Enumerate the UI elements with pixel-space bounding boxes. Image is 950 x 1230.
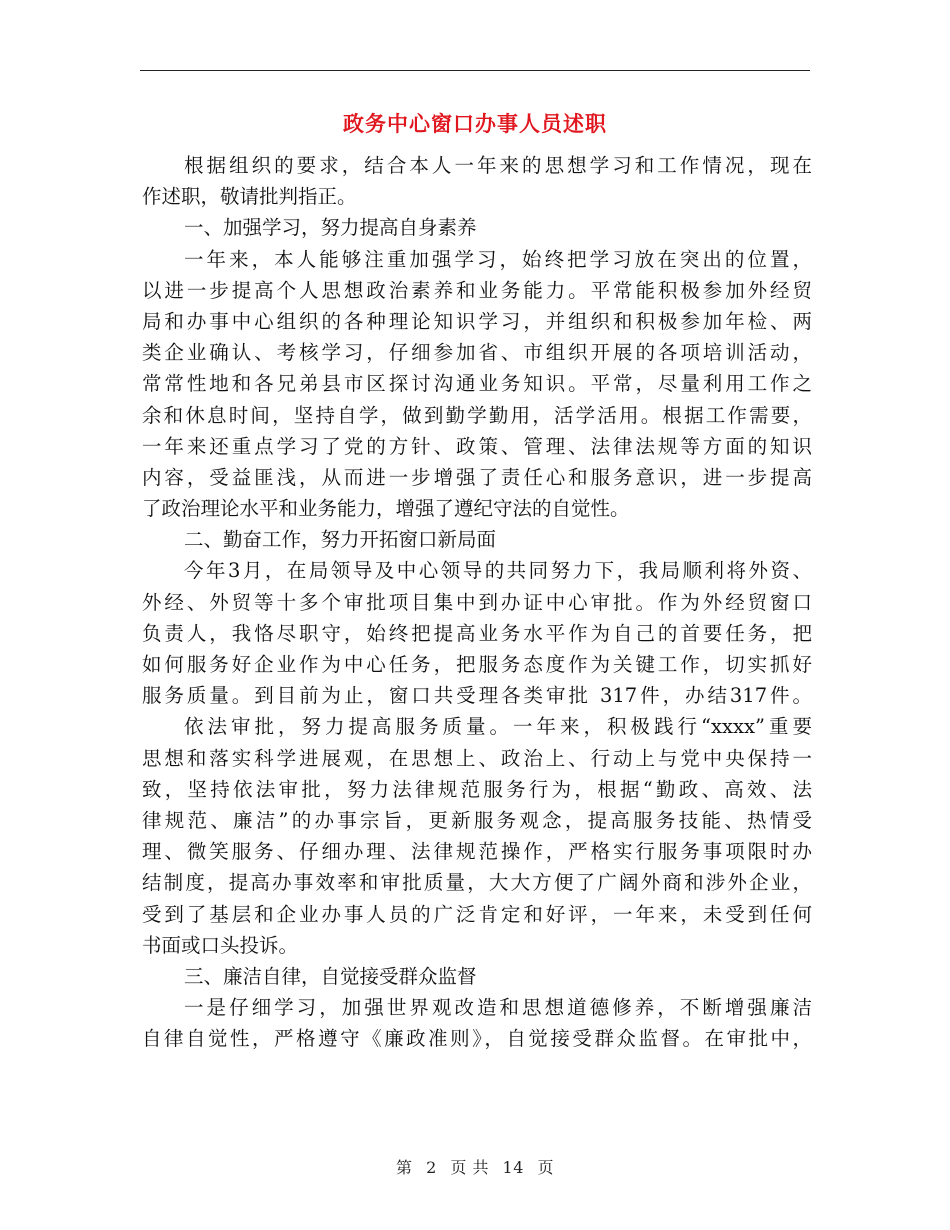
footer-page-number: 2 — [426, 1158, 437, 1177]
text-line: 三、廉洁自律，自觉接受群众监督 — [184, 964, 477, 988]
text-line: 自律自觉性，严格遵守《廉政准则》，自觉接受群众监督。在审批中， — [142, 1027, 812, 1051]
text-line: 二、勤奋工作，努力开拓窗口新局面 — [184, 528, 497, 552]
text-line: 内容，受益匪浅，从而进一步增强了责任心和服务意识，进一步提高 — [142, 465, 812, 489]
header-rule — [140, 70, 810, 71]
text-line: 致，坚持依法审批，努力法律规范服务行为，根据“勤政、高效、法 — [142, 777, 812, 801]
text-line: 结制度，提高办事效率和审批质量，大大方便了广阔外商和涉外企业， — [142, 871, 812, 895]
document-title: 政务中心窗口办事人员述职 — [343, 111, 607, 136]
text-line: 服务质量。到目前为止，窗口共受理各类审批 317件，办结317件。 — [142, 684, 812, 708]
text-line: 一年来，本人能够注重加强学习，始终把学习放在突出的位置， — [184, 247, 812, 271]
text-line: 今年3月，在局领导及中心领导的共同努力下，我局顺利将外资、 — [184, 559, 812, 583]
text-line: 了政治理论水平和业务能力，增强了遵纪守法的自觉性。 — [142, 497, 630, 521]
text-line: 负责人，我恪尽职守，始终把提高业务水平作为自己的首要任务，把 — [142, 621, 812, 645]
text-line: 受到了基层和企业办事人员的广泛肯定和好评，一年来，未受到任何 — [142, 902, 812, 926]
text-line: 如何服务好企业作为中心任务，把服务态度作为关键工作，切实抓好 — [142, 653, 812, 676]
text-line: 思想和落实科学进展观，在思想上、政治上、行动上与党中央保持一 — [142, 746, 812, 770]
text-line: 书面或口头投诉。 — [142, 933, 299, 957]
text-line: 律规范、廉洁”的办事宗旨，更新服务观念，提高服务技能、热情受 — [142, 808, 812, 832]
text-line: 根据组织的要求，结合本人一年来的思想学习和工作情况，现在 — [184, 154, 812, 177]
footer-total-pages: 14 — [502, 1158, 524, 1177]
text-line: 局和办事中心组织的各种理论知识学习，并组织和积极参加年检、两 — [142, 309, 812, 333]
text-line: 类企业确认、考核学习，仔细参加省、市组织开展的各项培训活动， — [142, 341, 812, 365]
footer-prefix: 第 — [395, 1158, 413, 1177]
text-line: 理、微笑服务、仔细办理、法律规范操作，严格实行服务事项限时办 — [142, 840, 812, 864]
text-line: 常常性地和各兄弟县市区探讨沟通业务知识。平常，尽量利用工作之 — [142, 372, 812, 396]
text-line: 余和休息时间，坚持自学，做到勤学勤用，活学活用。根据工作需要， — [142, 403, 812, 427]
footer-middle: 页 共 — [450, 1158, 489, 1177]
document-body — [142, 150, 812, 1054]
page-footer — [0, 1155, 950, 1178]
text-line: 外经、外贸等十多个审批项目集中到办证中心审批。作为外经贸窗口 — [142, 590, 812, 614]
text-line: 一、加强学习，努力提高自身素养 — [184, 216, 477, 240]
text-line: 以进一步提高个人思想政治素养和业务能力。平常能积极参加外经贸 — [142, 278, 812, 302]
text-line: 依法审批，努力提高服务质量。一年来，积极践行“xxxx”重要 — [184, 715, 812, 739]
text-line: 一是仔细学习，加强世界观改造和思想道德修养，不断增强廉洁 — [184, 996, 812, 1020]
footer-suffix: 页 — [537, 1158, 555, 1177]
text-line: 作述职，敬请批判指正。 — [142, 185, 357, 209]
text-line: 一年来还重点学习了党的方针、政策、管理、法律法规等方面的知识 — [142, 434, 812, 458]
